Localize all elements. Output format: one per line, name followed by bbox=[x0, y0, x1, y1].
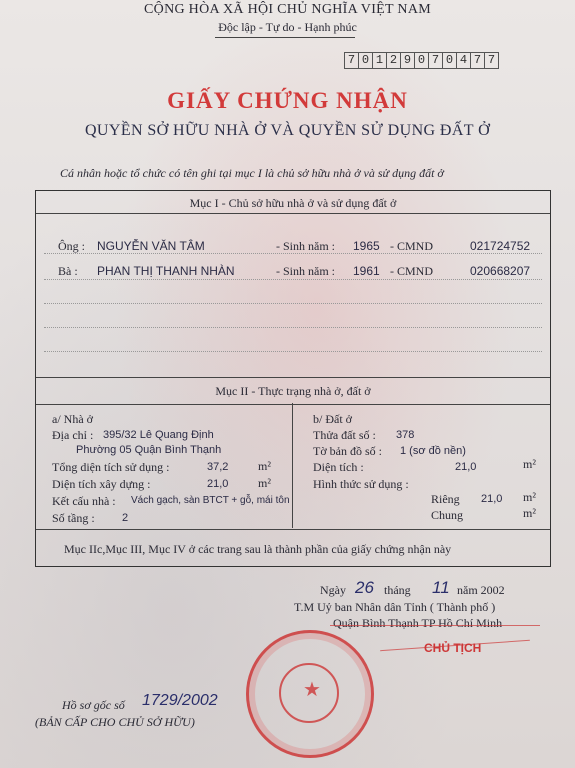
private-label: Riêng bbox=[431, 492, 460, 506]
file-label: Hồ sơ gốc số bbox=[62, 698, 125, 712]
certificate-title: GIẤY CHỨNG NHẬN bbox=[167, 88, 408, 113]
total-area-value: 37,2 bbox=[207, 461, 229, 473]
floors-label: Số tầng : bbox=[52, 511, 95, 525]
serial-digit: 0 bbox=[415, 52, 429, 69]
serial-digit: 7 bbox=[344, 52, 359, 69]
map-label: Tờ bản đồ số : bbox=[313, 444, 383, 458]
owner-2-birth-year: 1961 bbox=[353, 264, 380, 278]
land-area-unit: m² bbox=[523, 457, 536, 471]
serial-digit: 0 bbox=[443, 52, 457, 69]
date-month-label: tháng bbox=[384, 583, 411, 597]
built-area-label: Diện tích xây dựng : bbox=[52, 477, 151, 491]
usage-label: Hình thức sử dụng : bbox=[313, 477, 409, 491]
map-value: 1 (sơ đồ nền) bbox=[400, 445, 466, 457]
plot-value: 378 bbox=[396, 429, 415, 441]
built-area-unit: m² bbox=[258, 476, 271, 490]
divider bbox=[36, 529, 550, 530]
owner-2-id-label: - CMND bbox=[390, 264, 434, 278]
owner-2-birth-label: - Sinh năm : bbox=[276, 264, 335, 278]
total-area-unit: m² bbox=[258, 459, 271, 473]
certificate-subtitle: QUYỀN SỞ HỮU NHÀ Ở VÀ QUYỀN SỬ DỤNG ĐẤT Ở bbox=[84, 122, 491, 139]
signature-stroke bbox=[330, 625, 540, 626]
private-area-unit: m² bbox=[523, 490, 536, 504]
land-area-value: 21,0 bbox=[455, 461, 477, 473]
serial-digit: 7 bbox=[485, 52, 499, 69]
divider bbox=[36, 213, 550, 214]
national-motto: Độc lập - Tự do - Hạnh phúc bbox=[218, 20, 357, 34]
shared-label: Chung bbox=[431, 508, 464, 522]
serial-digit: 9 bbox=[401, 52, 415, 69]
dotted-line bbox=[44, 303, 542, 304]
seal-emblem bbox=[279, 663, 339, 723]
serial-digit: 2 bbox=[387, 52, 401, 69]
serial-digit: 4 bbox=[457, 52, 471, 69]
column-divider bbox=[292, 403, 293, 528]
section2-heading: Mục II - Thực trạng nhà ở, đất ở bbox=[215, 384, 371, 398]
owner-1-birth-label: - Sinh năm : bbox=[276, 239, 335, 253]
serial-number bbox=[344, 52, 499, 69]
serial-digit: 0 bbox=[359, 52, 373, 69]
authority-line: T.M Uỷ ban Nhân dân Tỉnh ( Thành phố ) bbox=[294, 600, 496, 614]
owner-2-id-number: 020668207 bbox=[470, 264, 531, 278]
role-stamp: CHỦ TỊCH bbox=[424, 641, 482, 655]
date-day-label: Ngày bbox=[320, 583, 346, 597]
owner-2-name: PHAN THỊ THANH NHÀN bbox=[97, 264, 235, 278]
dotted-line bbox=[44, 351, 542, 352]
address-line-2: Phường 05 Quận Bình Thạnh bbox=[76, 444, 222, 456]
owner-1-name: NGUYỄN VĂN TÂM bbox=[97, 239, 205, 253]
owner-1-id-number: 021724752 bbox=[470, 239, 531, 253]
serial-digit: 7 bbox=[471, 52, 485, 69]
owner-1-birth-year: 1965 bbox=[353, 239, 380, 253]
file-number: 1729/2002 bbox=[142, 692, 218, 709]
plot-label: Thửa đất số : bbox=[313, 428, 376, 442]
divider bbox=[36, 377, 550, 378]
date-day: 26 bbox=[355, 578, 374, 597]
country-name: CỘNG HÒA XÃ HỘI CHỦ NGHĨA VIỆT NAM bbox=[144, 2, 431, 17]
land-area-label: Diện tích : bbox=[313, 460, 364, 474]
date-month: 11 bbox=[432, 578, 450, 597]
serial-digit: 1 bbox=[373, 52, 387, 69]
address-line-1: 395/32 Lê Quang Định bbox=[103, 429, 214, 441]
owner-2-prefix: Bà : bbox=[58, 264, 78, 278]
floors-value: 2 bbox=[122, 512, 129, 524]
official-seal bbox=[246, 630, 374, 758]
house-heading: a/ Nhà ở bbox=[52, 412, 93, 426]
shared-area-unit: m² bbox=[523, 506, 536, 520]
section1-heading: Mục I - Chủ sở hữu nhà ở và sử dụng đất ở bbox=[189, 196, 397, 210]
private-area-value: 21,0 bbox=[481, 493, 503, 505]
district-line: Quận Bình Thạnh TP Hồ Chí Minh bbox=[333, 616, 503, 630]
land-heading: b/ Đất ở bbox=[313, 412, 353, 426]
structure-label: Kết cấu nhà : bbox=[52, 494, 116, 508]
built-area-value: 21,0 bbox=[207, 478, 229, 490]
star-icon: ★ bbox=[303, 679, 321, 701]
issued-note: (BẢN CẤP CHO CHỦ SỞ HỮU) bbox=[35, 715, 195, 729]
owner-1-id-label: - CMND bbox=[390, 239, 434, 253]
date-year: năm 2002 bbox=[457, 583, 505, 597]
owner-1-prefix: Ông : bbox=[58, 239, 85, 253]
dotted-line bbox=[44, 279, 542, 280]
address-label: Địa chỉ : bbox=[52, 428, 94, 442]
dotted-line bbox=[44, 327, 542, 328]
serial-digit: 7 bbox=[429, 52, 443, 69]
footer-note: Mục IIc,Mục III, Mục IV ở các trang sau là thành phần của giấy chứng nhận này bbox=[64, 542, 452, 556]
divider bbox=[36, 404, 550, 405]
structure-value: Vách gạch, sàn BTCT + gỗ, mái tôn bbox=[131, 495, 290, 506]
total-area-label: Tổng diện tích sử dụng : bbox=[52, 460, 170, 474]
motto-underline bbox=[215, 37, 355, 38]
intro-text: Cá nhân hoặc tổ chức có tên ghi tại mục I là chủ sở hữu nhà ở và sử dụng đất ở bbox=[60, 166, 444, 180]
